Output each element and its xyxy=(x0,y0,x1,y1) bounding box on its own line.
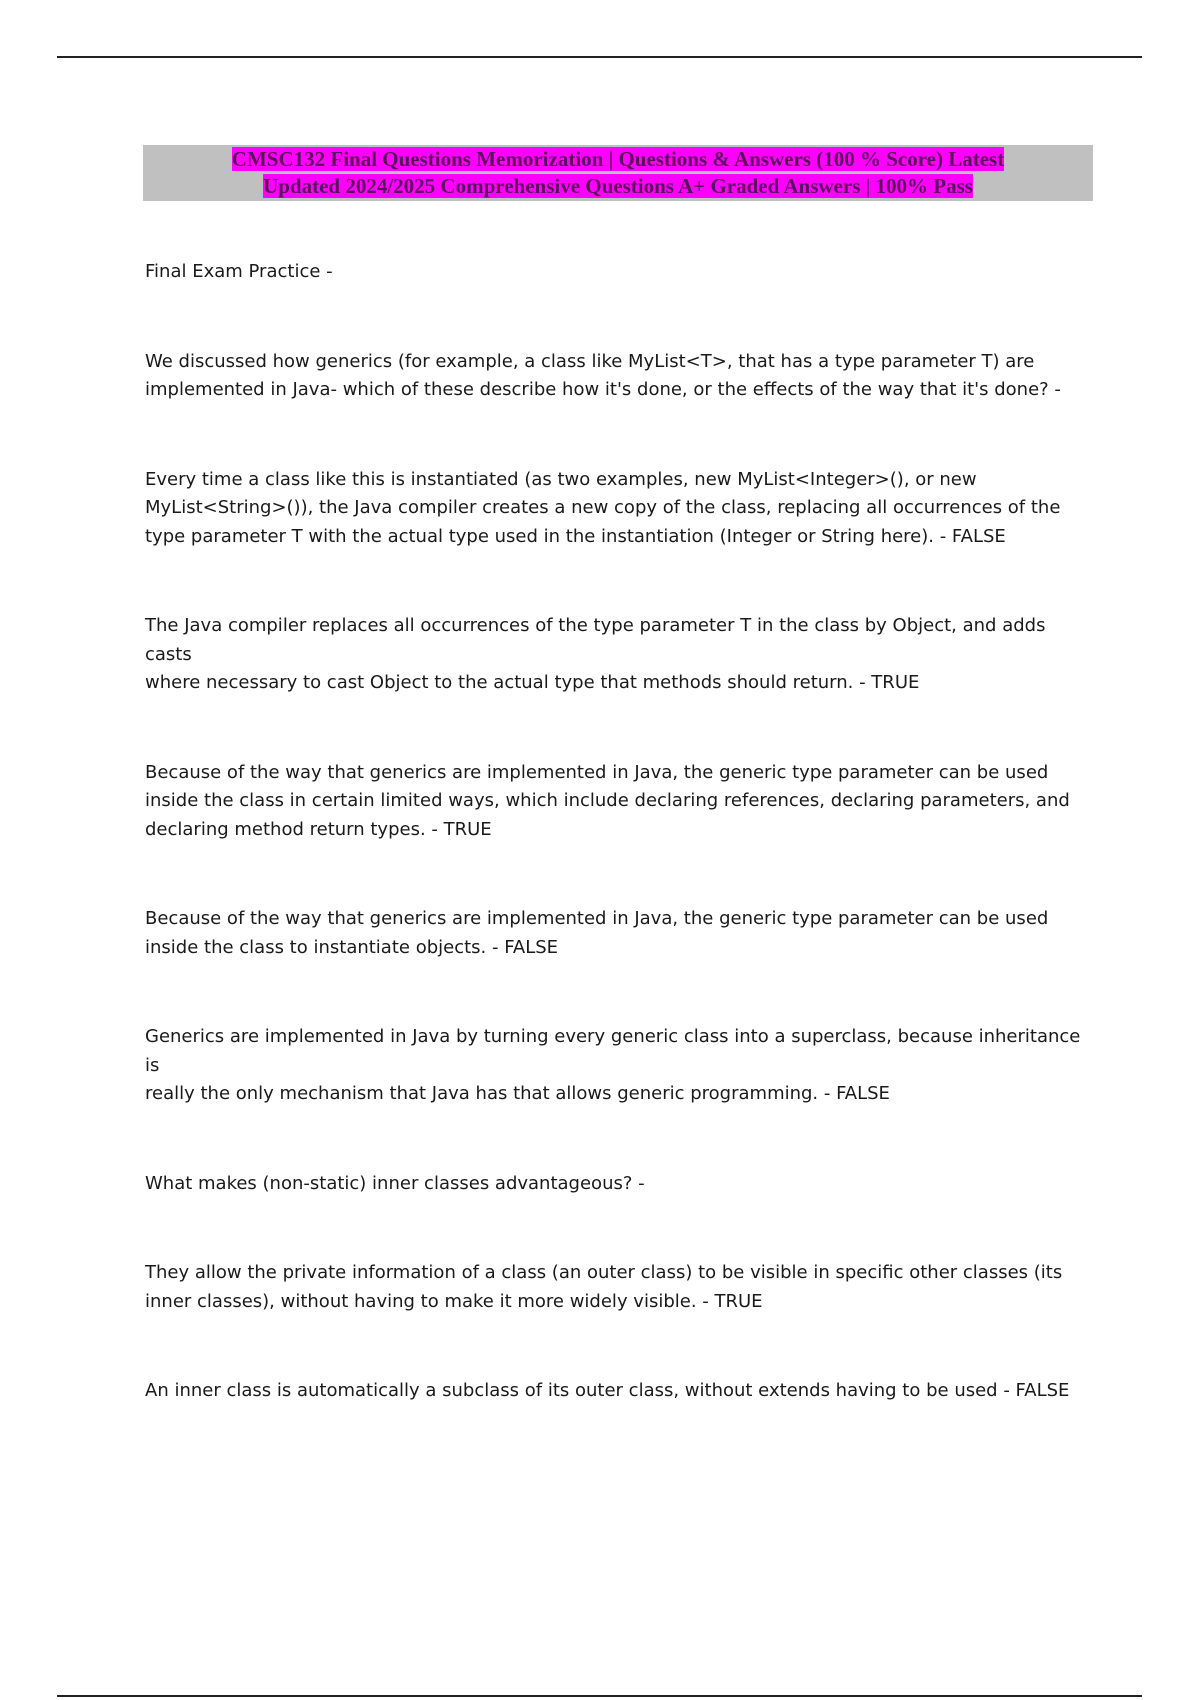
header-rule xyxy=(57,56,1142,58)
answer-paragraph: Generics are implemented in Java by turning every generic class into a superclass, because inheritance is really the only mechanism that Java has that allows generic programming. - FALSE xyxy=(145,1026,1081,1104)
title-line-1: CMSC132 Final Questions Memorization | Questions & Answers (100 % Score) Latest xyxy=(231,147,1005,171)
answer-paragraph: An inner class is automatically a subclass of its outer class, without extends having to be used - FALSE xyxy=(145,1380,1070,1401)
document-body xyxy=(145,258,1095,1406)
answer-paragraph: Every time a class like this is instantiated (as two examples, new MyList<Integer>(), or new MyList<String>()), the Java compiler creates a new copy of the class, replacing all occurrences of the type parameter T with the actual type used in the instantiation (Integer or String here). - FALSE xyxy=(145,468,1061,547)
title-line-2: Updated 2024/2025 Comprehensive Questions A+ Graded Answers | 100% Pass xyxy=(263,174,973,198)
footer-rule xyxy=(57,1695,1142,1697)
answer-paragraph: Because of the way that generics are implemented in Java, the generic type parameter can be used inside the class to instantiate objects. - FALSE xyxy=(145,908,1049,958)
question-paragraph: What makes (non-static) inner classes advantageous? - xyxy=(145,1172,645,1194)
answer-paragraph: Because of the way that generics are implemented in Java, the generic type parameter can be used inside the class in certain limited ways, which include declaring references, declaring parameters, and declaring method return types. - TRUE xyxy=(145,761,1070,840)
document-title xyxy=(143,145,1093,201)
answer-paragraph: They allow the private information of a class (an outer class) to be visible in specific other classes (its inner classes), without having to make it more widely visible. - TRUE xyxy=(145,1262,1063,1312)
answer-paragraph: The Java compiler replaces all occurrences of the type parameter T in the class by Object, and adds casts where necessary to cast Object to the actual type that methods should return. - TRUE xyxy=(145,615,1046,693)
section-heading: Final Exam Practice - xyxy=(145,261,333,282)
question-paragraph: We discussed how generics (for example, a class like MyList<T>, that has a type parameter T) are implemented in Java- which of these describe how it's done, or the effects of the way that it's done? - xyxy=(145,350,1061,400)
